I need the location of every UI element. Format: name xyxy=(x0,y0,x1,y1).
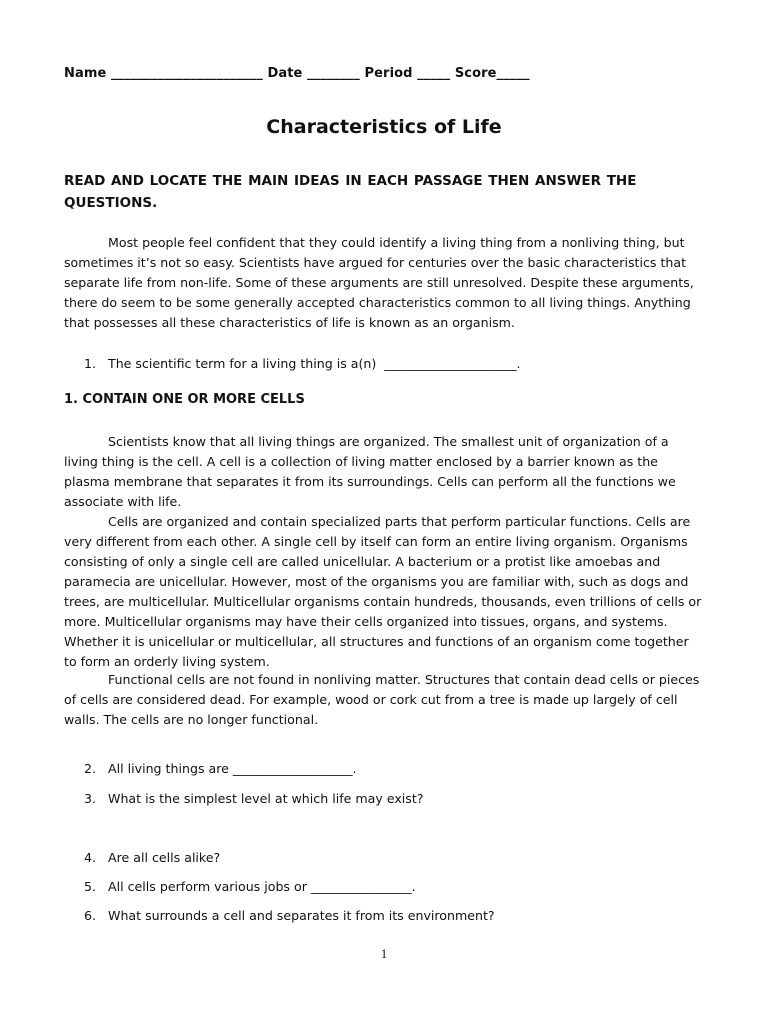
section-paragraph: Functional cells are not found in nonliving matter. Structures that contain dead cells or pieces of cells are considered dead. For example, wood or cork cut from a tree is made up largely of cell walls. The cells are no longer functional. xyxy=(64,672,700,727)
instructions: READ AND LOCATE THE MAIN IDEAS IN EACH PASSAGE THEN ANSWER THE QUESTIONS. xyxy=(64,173,637,211)
student-info-line: Name _______________________ Date ________ Period _____ Score_____ xyxy=(64,66,530,81)
question-3 xyxy=(84,790,423,808)
worksheet-title: Characteristics of Life xyxy=(266,116,502,138)
question-text: All living things are ___________________. xyxy=(108,761,357,776)
question-number: 6. xyxy=(84,908,97,923)
question-number: 4. xyxy=(84,850,97,865)
question-6 xyxy=(84,907,495,925)
question-4 xyxy=(84,849,220,867)
question-number: 2. xyxy=(84,761,97,776)
question-text: Are all cells alike? xyxy=(108,850,221,865)
question-text: All cells perform various jobs or ________________. xyxy=(108,879,416,894)
section-paragraph: Scientists know that all living things are organized. The smallest unit of organization of a living thing is the cell. A cell is a collection of living matter enclosed by a barrier known as the plasma membrane that separates it from its surroundings. Cells can perform all the functions we associate with life. xyxy=(64,434,676,509)
question-2 xyxy=(84,760,357,778)
question-text: The scientific term for a living thing is a(n) _____________________. xyxy=(108,356,521,371)
question-number: 5. xyxy=(84,879,97,894)
question-5 xyxy=(84,878,416,896)
section-paragraph: Cells are organized and contain specialized parts that perform particular functions. Cells are very different from each other. A single cell by itself can form an entire living organism. Organisms consisting of only a single cell are called unicellular. A bacterium or a protist like amoebas and paramecia are unicellular. However, most of the organisms you are familiar with, such as dogs and trees, are multicellular. Multicellular organisms contain hundreds, thousands, even trillions of cells or more. Multicellular organisms may have their cells organized into tissues, organs, and systems. Whether it is unicellular or multicellular, all structures and functions of an organism come together to form an orderly living system. xyxy=(64,514,702,669)
question-1 xyxy=(84,355,521,373)
page-number: 1 xyxy=(380,946,388,961)
question-text: What is the simplest level at which life may exist? xyxy=(108,791,424,806)
question-text: What surrounds a cell and separates it from its environment? xyxy=(108,908,495,923)
section-heading: 1. CONTAIN ONE OR MORE CELLS xyxy=(64,392,305,407)
question-number: 1. xyxy=(84,356,97,371)
question-number: 3. xyxy=(84,791,97,806)
intro-paragraph: Most people feel confident that they could identify a living thing from a nonliving thing, but sometimes it’s not so easy. Scientists have argued for centuries over the basic characteristics that separate life from non-life. Some of these arguments are still unresolved. Despite these arguments, there do seem to be some generally accepted characteristics common to all living things. Anything that possesses all these characteristics of life is known as an organism. xyxy=(64,235,694,330)
